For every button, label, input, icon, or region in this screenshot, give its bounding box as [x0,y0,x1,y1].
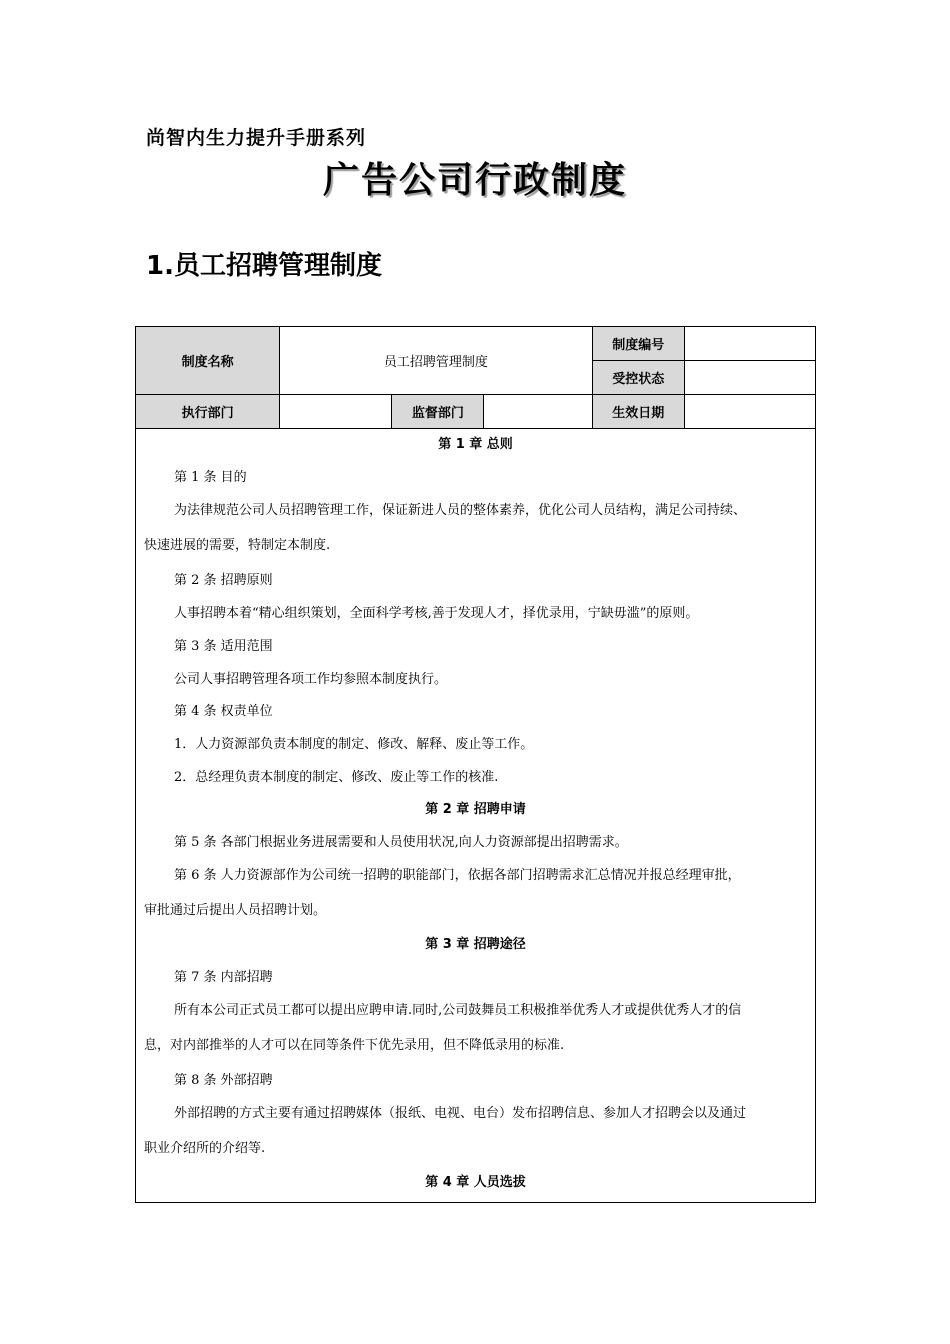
policy-body [135,428,816,1203]
supervise-dept-value [484,395,592,429]
article-heading: 第 1 条 目的 [174,470,247,485]
series-title: 尚智内生力提升手册系列 [146,127,367,149]
article-paragraph: 第 6 条 人力资源部作为公司统一招聘的职能部门，依据各部门招聘需求汇总情况并报总经理审批， [174,868,741,883]
paragraph: 人事招聘本着“精心组织策划，全面科学考核,善于发现人才，择优录用，宁缺毋滥”的原则。 [174,606,699,621]
article-heading: 第 3 条 适用范围 [174,639,273,654]
paragraph: 审批通过后提出人员招聘计划。 [144,903,327,918]
section-heading: 1.员工招聘管理制度 [146,251,382,281]
exec-dept-value [280,395,392,429]
paragraph: 为法律规范公司人员招聘管理工作，保证新进人员的整体素养，优化公司人员结构，满足公司持续、 [174,503,747,518]
paragraph: 外部招聘的方式主要有通过招聘媒体（报纸、电视、电台）发布招聘信息、参加人才招聘会以及通过 [174,1106,747,1121]
policy-name-label: 制度名称 [136,327,280,395]
paragraph: 息，对内部推举的人才可以在同等条件下优先录用，但不降低录用的标准. [144,1038,565,1053]
list-item: 1．人力资源部负责本制度的制定、修改、解释、废止等工作。 [174,737,534,752]
chapter-heading: 第 1 章 总则 [438,437,513,452]
paragraph: 快速进展的需要，特制定本制度. [144,538,331,553]
control-status-value [684,361,815,395]
article-heading: 第 7 条 内部招聘 [174,970,273,985]
paragraph: 职业介绍所的介绍等. [144,1141,266,1156]
chapter-heading: 第 4 章 人员选拔 [425,1175,526,1190]
policy-name-value: 员工招聘管理制度 [280,327,592,395]
policy-info-table [135,326,816,429]
exec-dept-label: 执行部门 [136,395,280,429]
document-title: 广告公司行政制度 [322,159,627,201]
paragraph: 公司人事招聘管理各项工作均参照本制度执行。 [174,672,448,687]
paragraph: 所有本公司正式员工都可以提出应聘申请.同时,公司鼓舞员工积极推举优秀人才或提供优秀人才的信 [174,1003,742,1018]
policy-number-value [684,327,815,361]
article-heading: 第 8 条 外部招聘 [174,1073,273,1088]
control-status-label: 受控状态 [592,361,684,395]
effective-date-label: 生效日期 [592,395,684,429]
supervise-dept-label: 监督部门 [392,395,484,429]
policy-number-label: 制度编号 [592,327,684,361]
article-heading: 第 4 条 权责单位 [174,704,273,719]
list-item: 2．总经理负责本制度的制定、修改、废止等工作的核准. [174,770,499,785]
chapter-heading: 第 3 章 招聘途径 [425,937,526,952]
article-paragraph: 第 5 条 各部门根据业务进展需要和人员使用状况,向人力资源部提出招聘需求。 [174,835,628,850]
article-heading: 第 2 条 招聘原则 [174,573,273,588]
effective-date-value [684,395,815,429]
chapter-heading: 第 2 章 招聘申请 [425,802,526,817]
